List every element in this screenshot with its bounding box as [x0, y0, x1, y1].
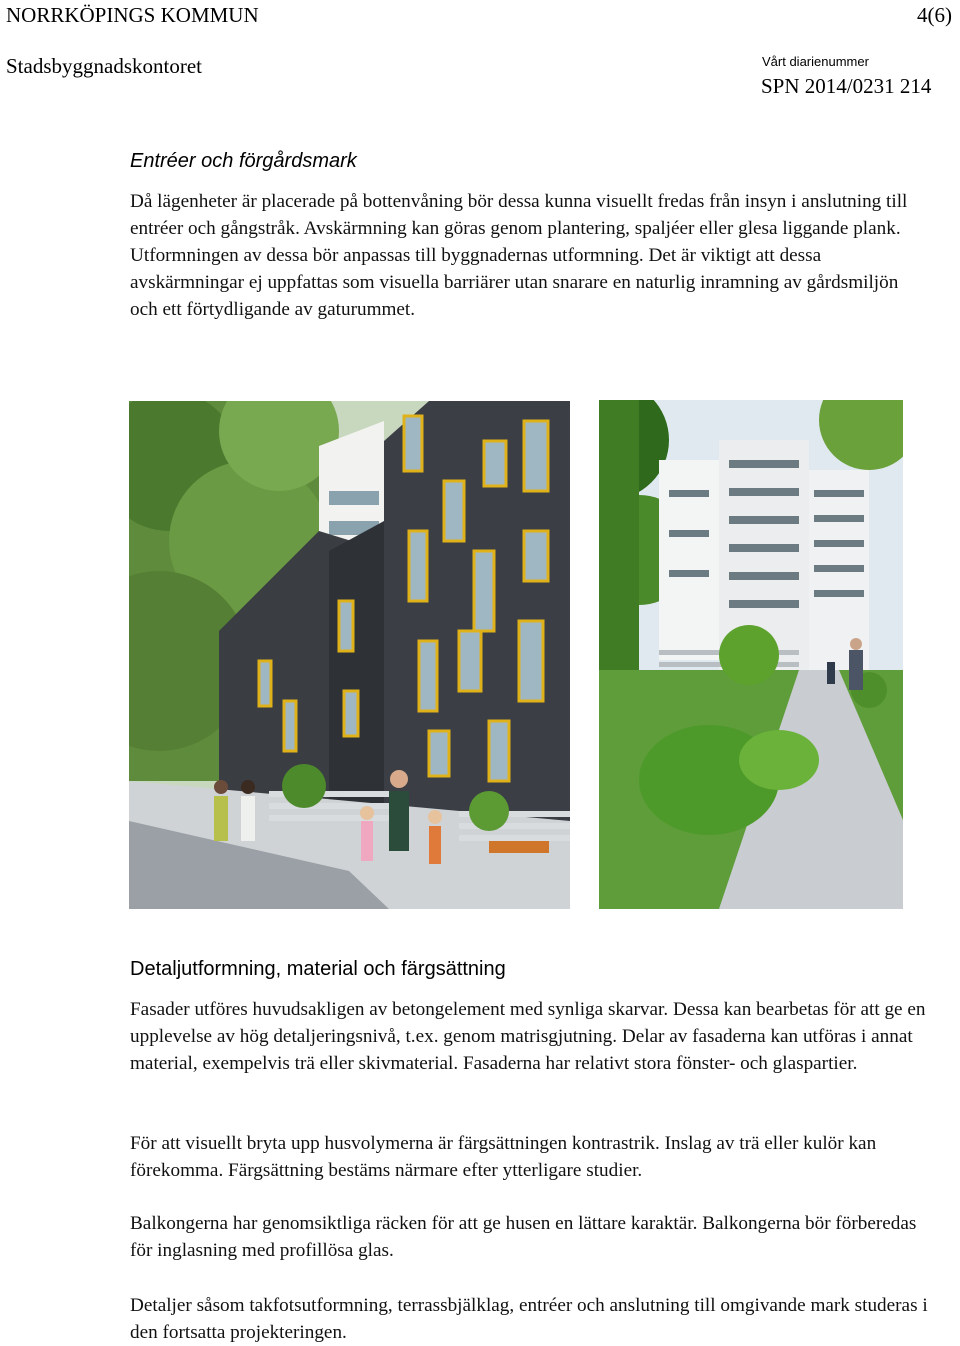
street-view-svg	[129, 401, 570, 909]
page-number: 4(6)	[917, 3, 952, 27]
courtyard-rendering	[599, 400, 903, 909]
paragraph-balkonger: Balkongerna har genomsiktliga räcken för att ge husen en lättare karaktär. Balkongerna bör förberedas för inglasning med profillösa glas.	[130, 1213, 917, 1261]
street-view-rendering	[129, 401, 570, 909]
section-heading-detaljutformning: Detaljutformning, material och färgsättning	[130, 958, 506, 980]
section-heading-entreer: Entréer och förgårdsmark	[130, 150, 357, 172]
courtyard-svg	[599, 400, 903, 909]
paragraph-fargsattning: För att visuellt bryta upp husvolymerna är färgsättningen kontrastrik. Inslag av trä eller kulör kan förekomma. Färgsättning bestäms närmare efter ytterligare studier.	[130, 1133, 877, 1181]
diarie-number: SPN 2014/0231 214	[761, 74, 932, 98]
diarie-label: Vårt diarienummer	[762, 54, 869, 69]
paragraph-fasader: Fasader utföres huvudsakligen av betongelement med synliga skarvar. Dessa kan bearbetas för att ge en upplevelse av hög detaljeringsnivå, t.ex. genom matrisgjutning. Delar av fasaderna kan utföras i annat material, exempelvis trä eller skivmaterial. Fasaderna har relativt stora fönster- och glaspartier.	[130, 999, 926, 1074]
organization-name: NORRKÖPINGS KOMMUN	[6, 3, 259, 27]
paragraph-detaljer: Detaljer såsom takfotsutformning, terrassbjälklag, entréer och anslutning till omgivande mark studeras i den fortsatta projekteringen.	[130, 1295, 928, 1343]
department-name: Stadsbyggnadskontoret	[6, 54, 202, 78]
paragraph-entreer: Då lägenheter är placerade på bottenvåning bör dessa kunna visuellt fredas från insyn i anslutning till entréer och gångstråk. Avskärmning kan göras genom plantering, spaljéer eller glesa liggande plank. Utformningen av dessa bör anpassas till byggnadernas utformning. Det är viktigt att dessa avskärmningar ej uppfattas som visuella barriärer utan snarare en naturlig inramning av gårdsmiljön och ett förtydligande av gaturummet.	[130, 191, 908, 320]
